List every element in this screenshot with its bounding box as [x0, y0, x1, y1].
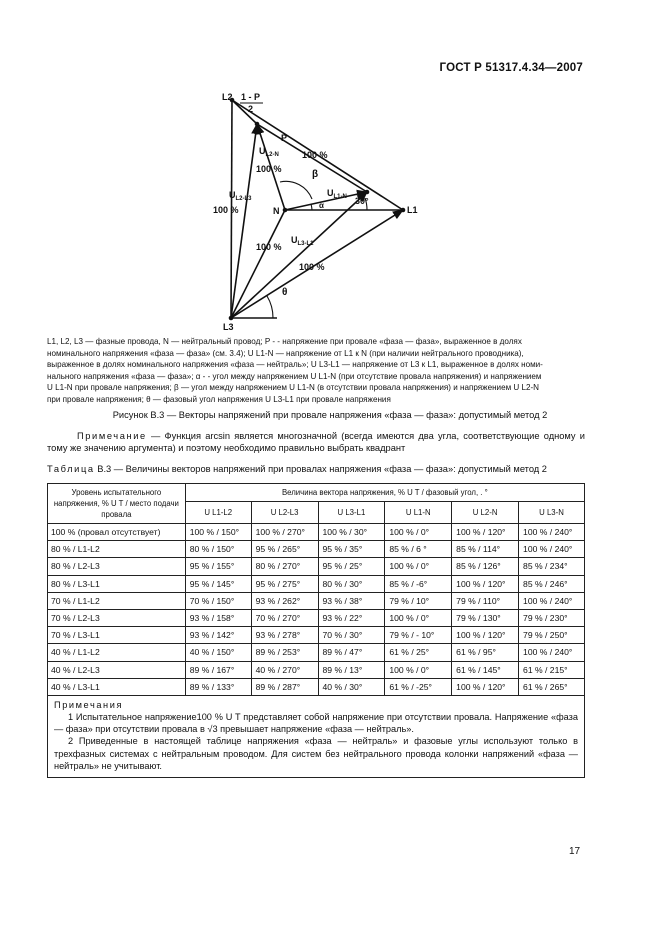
pct-left-label: 100 % [213, 205, 239, 215]
cell-value: 100 % / 240° [519, 541, 585, 558]
legend-line: U L1-N при провале напряжения; β — угол между напряжением U L1-N (в отсутствии провала напряжения) и напряжением U L2-N [47, 383, 540, 392]
cell-value: 100 % / 120° [452, 575, 519, 592]
fraction-numerator: 1 - P [241, 92, 261, 102]
cell-value: 100 % / 0° [385, 661, 452, 678]
cell-value: 80 % / 150° [185, 541, 251, 558]
p-label: P [281, 133, 288, 143]
cell-value: 100 % / 240° [519, 524, 585, 541]
cell-value: 40 % / 30° [318, 678, 385, 695]
note-2: 2 Приведенные в настоящей таблице напряжения «фаза — нейтраль» и фазовые углы используют только в трехфазных системах с нейтральным проводом. Для систем без нейтрального провода колонки напряжений «фаза — нейтраль» не учитывают. [54, 736, 578, 771]
table-notes-row [48, 695, 585, 777]
alpha-label: α [319, 201, 324, 210]
note-text: — Функция arcsin является многозначной (всегда имеются два угла, соответствующие одному и тому же значению аргумента) и поэтому необходимо правильно выбрать квадрант [47, 431, 585, 454]
legend-line: нального напряжения «фаза — фаза»; α - - угол между напряжением U L1-N (при отсутствие провала напряжения) и напряжением [47, 371, 542, 381]
cell-value: 93 % / 38° [318, 592, 385, 609]
u-l2l3-label: $U_{L2-L3}$ [229, 190, 252, 202]
cell-value: 89 % / 253° [251, 644, 318, 661]
cell-value: 93 % / 158° [185, 609, 251, 626]
table-row [48, 592, 585, 609]
notes-title: Примечания [54, 699, 124, 710]
beta-label: β [312, 169, 319, 180]
cell-value: 93 % / 262° [251, 592, 318, 609]
legend-line: номинального напряжения «фаза — фаза» (см. 3.4); U L1-N — напряжение от L1 к N (при наличии нейтрального проводника), [47, 348, 524, 358]
pct-l3n-label: 100 % [256, 242, 282, 252]
cell-level: 80 % / L2-L3 [48, 558, 186, 575]
vertex-n-label: N [273, 206, 280, 216]
cell-value: 79 % / 250° [519, 627, 585, 644]
cell-level: 80 % / L3-L1 [48, 575, 186, 592]
cell-level: 70 % / L1-L2 [48, 592, 186, 609]
vector-diagram [195, 86, 455, 338]
voltage-vector-table [47, 483, 585, 778]
column-header: U L1-N [385, 502, 452, 524]
cell-value: 79 % / 230° [519, 609, 585, 626]
cell-value: 70 % / 150° [185, 592, 251, 609]
table-row [48, 575, 585, 592]
cell-value: 100 % / 120° [452, 678, 519, 695]
column-header: U L3-L1 [318, 502, 385, 524]
vertex-l1-label: L1 [407, 205, 418, 215]
u-l1n-label: $U_{L1-N}$ [327, 188, 347, 200]
pct-l2n-label: 100 % [256, 164, 282, 174]
cell-value: 100 % / 150° [185, 524, 251, 541]
cell-value: 61 % / 215° [519, 661, 585, 678]
standard-header: ГОСТ Р 51317.4.34—2007 [439, 62, 583, 74]
cell-value: 40 % / 150° [185, 644, 251, 661]
table-row [48, 678, 585, 695]
vertex-l2-label: L2 [222, 92, 233, 102]
table-row [48, 627, 585, 644]
table-title-label: Таблица [47, 464, 95, 474]
u-l3l1-label: $U_{L3-L1}$ [291, 235, 314, 247]
column-header: U L2-N [452, 502, 519, 524]
cell-value: 93 % / 22° [318, 609, 385, 626]
figure-caption: Рисунок В.3 — Векторы напряжений при провале напряжения «фаза — фаза»: допустимый метод 2 [112, 410, 548, 420]
cell-value: 93 % / 142° [185, 627, 251, 644]
legend-line: L1, L2, L3 — фазные провода, N — нейтральный провод; P - - напряжение при провале «фаза — фаза», выраженное в долях [47, 337, 522, 346]
table-row [48, 524, 585, 541]
figure-legend [47, 336, 585, 405]
table-notes [48, 695, 585, 777]
cell-value: 95 % / 145° [185, 575, 251, 592]
figure-note [47, 430, 585, 454]
table-row [48, 644, 585, 661]
cell-value: 89 % / 47° [318, 644, 385, 661]
cell-level: 40 % / L2-L3 [48, 661, 186, 678]
cell-value: 61 % / -25° [385, 678, 452, 695]
cell-value: 95 % / 265° [251, 541, 318, 558]
column-header: U L1-L2 [185, 502, 251, 524]
cell-value: 79 % / 130° [452, 609, 519, 626]
note-label: Примечание [77, 431, 147, 441]
theta-label: θ [282, 287, 288, 298]
cell-value: 61 % / 95° [452, 644, 519, 661]
cell-value: 70 % / 30° [318, 627, 385, 644]
table-row [48, 558, 585, 575]
cell-level: 40 % / L3-L1 [48, 678, 186, 695]
cell-value: 95 % / 25° [318, 558, 385, 575]
cell-value: 79 % / - 10° [385, 627, 452, 644]
page-number: 17 [569, 846, 581, 857]
cell-value: 70 % / 270° [251, 609, 318, 626]
cell-value: 89 % / 167° [185, 661, 251, 678]
cell-value: 80 % / 270° [251, 558, 318, 575]
cell-level: 40 % / L1-L2 [48, 644, 186, 661]
fraction-denominator: 2 [248, 104, 254, 114]
pct-p-label: 100 % [302, 150, 328, 160]
cell-value: 61 % / 265° [519, 678, 585, 695]
cell-value: 79 % / 110° [452, 592, 519, 609]
vertex-l3-label: L3 [223, 322, 234, 332]
cell-value: 100 % / 30° [318, 524, 385, 541]
cell-value: 93 % / 278° [251, 627, 318, 644]
cell-value: 61 % / 25° [385, 644, 452, 661]
cell-value: 100 % / 240° [519, 592, 585, 609]
cell-value: 85 % / 126° [452, 558, 519, 575]
table-row [48, 541, 585, 558]
u-l2-l3-vector [231, 124, 257, 318]
cell-value: 95 % / 155° [185, 558, 251, 575]
cell-value: 100 % / 0° [385, 609, 452, 626]
cell-value: 95 % / 35° [318, 541, 385, 558]
column-header: U L3-N [519, 502, 585, 524]
u-l2n-label: $U_{L2-N}$ [259, 146, 279, 158]
u-l3-l1-dip-vector [231, 192, 367, 318]
theta-arc [267, 296, 273, 318]
legend-line: выраженное в долях номинального напряжения «фаза — нейтраль»; U L3-L1 — напряжение от L3 к L1, выраженное в долях номи- [47, 360, 543, 369]
cell-value: 100 % / 270° [251, 524, 318, 541]
cell-value: 85 % / -6° [385, 575, 452, 592]
cell-value: 85 % / 6 ° [385, 541, 452, 558]
header-vector-value: Величина вектора напряжения, % U T / фазовый угол, . ° [185, 484, 584, 502]
note-1: 1 Испытательное напряжение100 % U T представляет собой напряжение при отсутствии провала. Напряжение «фаза — фаза» при отсутствии провала в √3 превышает напряжение «фаза — нейтраль». [54, 712, 578, 735]
cell-value: 79 % / 10° [385, 592, 452, 609]
angle30-label: 30° [355, 196, 369, 206]
cell-value: 40 % / 270° [251, 661, 318, 678]
cell-value: 95 % / 275° [251, 575, 318, 592]
cell-value: 100 % / 240° [519, 644, 585, 661]
header-test-level: Уровень испытательного напряжения, % U T / место подачи провала [48, 484, 186, 524]
table-row [48, 609, 585, 626]
cell-value: 85 % / 246° [519, 575, 585, 592]
cell-value: 80 % / 30° [318, 575, 385, 592]
l2-p-line [232, 100, 257, 124]
cell-level: 70 % / L3-L1 [48, 627, 186, 644]
pct-l3l1-label: 100 % [299, 262, 325, 272]
cell-value: 89 % / 133° [185, 678, 251, 695]
cell-level: 80 % / L1-L2 [48, 541, 186, 558]
column-header: U L2-L3 [251, 502, 318, 524]
cell-value: 100 % / 120° [452, 627, 519, 644]
cell-level: 70 % / L2-L3 [48, 609, 186, 626]
cell-value: 100 % / 120° [452, 524, 519, 541]
cell-value: 100 % / 0° [385, 524, 452, 541]
cell-value: 89 % / 287° [251, 678, 318, 695]
cell-value: 89 % / 13° [318, 661, 385, 678]
legend-line: при провале напряжения; θ — фазовый угол напряжения U L3-L1 при провале напряжения [47, 394, 391, 404]
table-row [48, 661, 585, 678]
cell-value: 100 % / 0° [385, 558, 452, 575]
beta-arc [280, 181, 312, 199]
table-title-text: В.3 — Величины векторов напряжений при провалах напряжения «фаза — фаза»: допустимый метод 2 [97, 464, 547, 474]
cell-value: 85 % / 114° [452, 541, 519, 558]
cell-level: 100 % (провал отсутствует) [48, 524, 186, 541]
cell-value: 61 % / 145° [452, 661, 519, 678]
cell-value: 85 % / 234° [519, 558, 585, 575]
table-title [47, 464, 587, 474]
